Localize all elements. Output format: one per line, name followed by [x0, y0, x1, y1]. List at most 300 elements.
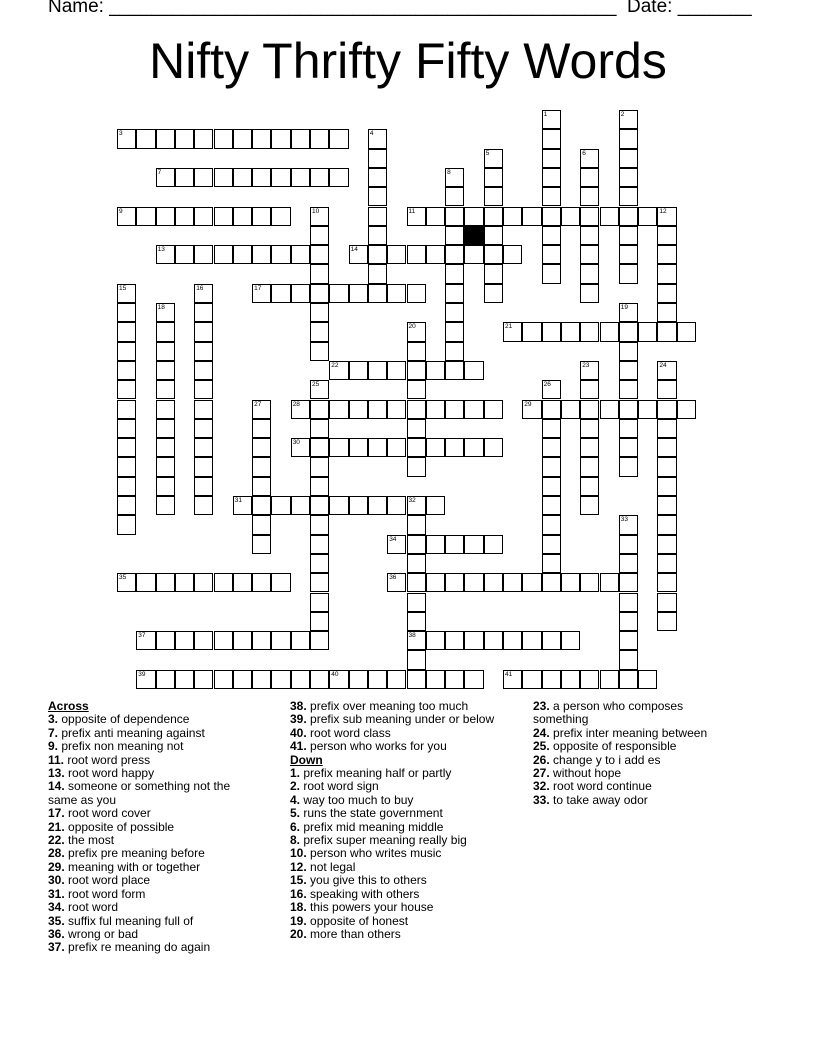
grid-cell[interactable] [407, 361, 426, 380]
grid-cell[interactable] [657, 226, 676, 245]
grid-cell[interactable] [619, 593, 638, 612]
grid-cell[interactable] [156, 129, 175, 148]
grid-cell[interactable] [600, 322, 619, 341]
grid-cell[interactable] [619, 129, 638, 148]
grid-cell[interactable] [619, 670, 638, 689]
grid-cell[interactable] [368, 168, 387, 187]
grid-cell[interactable] [194, 400, 213, 419]
grid-cell[interactable] [542, 380, 561, 399]
grid-cell[interactable] [407, 419, 426, 438]
grid-cell[interactable] [252, 129, 271, 148]
grid-cell[interactable] [445, 670, 464, 689]
grid-cell[interactable] [542, 573, 561, 592]
grid-cell[interactable] [542, 631, 561, 650]
grid-cell[interactable] [542, 110, 561, 129]
grid-cell[interactable] [464, 245, 483, 264]
grid-cell[interactable] [677, 322, 696, 341]
grid-cell[interactable] [619, 207, 638, 226]
grid-cell[interactable] [117, 303, 136, 322]
grid-cell[interactable] [407, 322, 426, 341]
grid-cell[interactable] [175, 631, 194, 650]
grid-cell[interactable] [619, 110, 638, 129]
grid-cell[interactable] [407, 380, 426, 399]
grid-cell[interactable] [542, 419, 561, 438]
grid-cell[interactable] [387, 284, 406, 303]
grid-cell[interactable] [310, 496, 329, 515]
grid-cell[interactable] [445, 361, 464, 380]
grid-cell[interactable] [175, 207, 194, 226]
grid-cell[interactable] [619, 264, 638, 283]
grid-cell[interactable] [156, 457, 175, 476]
grid-cell[interactable] [445, 284, 464, 303]
grid-cell[interactable] [117, 515, 136, 534]
grid-cell[interactable] [580, 264, 599, 283]
grid-cell[interactable] [233, 631, 252, 650]
grid-cell[interactable] [310, 303, 329, 322]
grid-cell[interactable] [580, 670, 599, 689]
grid-cell[interactable] [156, 207, 175, 226]
grid-cell[interactable] [387, 496, 406, 515]
grid-cell[interactable] [310, 380, 329, 399]
grid-cell[interactable] [657, 245, 676, 264]
grid-cell[interactable] [407, 515, 426, 534]
grid-cell[interactable] [426, 438, 445, 457]
grid-cell[interactable] [407, 535, 426, 554]
grid-cell[interactable] [291, 496, 310, 515]
grid-cell[interactable] [445, 303, 464, 322]
grid-cell[interactable] [136, 129, 155, 148]
grid-cell[interactable] [464, 438, 483, 457]
grid-cell[interactable] [252, 496, 271, 515]
grid-cell[interactable] [407, 342, 426, 361]
grid-cell[interactable] [387, 573, 406, 592]
grid-cell[interactable] [542, 245, 561, 264]
grid-cell[interactable] [542, 322, 561, 341]
grid-cell[interactable] [194, 670, 213, 689]
grid-cell[interactable] [310, 400, 329, 419]
grid-cell[interactable] [156, 168, 175, 187]
grid-cell[interactable] [619, 361, 638, 380]
grid-cell[interactable] [310, 226, 329, 245]
grid-cell[interactable] [522, 573, 541, 592]
grid-cell[interactable] [387, 361, 406, 380]
grid-cell[interactable] [252, 168, 271, 187]
grid-cell[interactable] [464, 631, 483, 650]
grid-cell[interactable] [271, 284, 290, 303]
grid-cell[interactable] [117, 361, 136, 380]
grid-cell[interactable] [542, 438, 561, 457]
grid-cell[interactable] [542, 554, 561, 573]
grid-cell[interactable] [503, 573, 522, 592]
grid-cell[interactable] [407, 207, 426, 226]
grid-cell[interactable] [310, 477, 329, 496]
grid-cell[interactable] [214, 207, 233, 226]
grid-cell[interactable] [580, 226, 599, 245]
grid-cell[interactable] [175, 245, 194, 264]
grid-cell[interactable] [657, 457, 676, 476]
grid-cell[interactable] [156, 438, 175, 457]
grid-cell[interactable] [542, 264, 561, 283]
grid-cell[interactable] [310, 670, 329, 689]
grid-cell[interactable] [600, 573, 619, 592]
grid-cell[interactable] [464, 400, 483, 419]
grid-cell[interactable] [542, 129, 561, 148]
grid-cell[interactable] [561, 207, 580, 226]
grid-cell[interactable] [368, 400, 387, 419]
grid-cell[interactable] [194, 419, 213, 438]
grid-cell[interactable] [156, 303, 175, 322]
grid-cell[interactable] [156, 400, 175, 419]
grid-cell[interactable] [310, 554, 329, 573]
grid-cell[interactable] [310, 612, 329, 631]
grid-cell[interactable] [561, 670, 580, 689]
grid-cell[interactable] [407, 554, 426, 573]
grid-cell[interactable] [638, 400, 657, 419]
grid-cell[interactable] [252, 573, 271, 592]
grid-cell[interactable] [484, 438, 503, 457]
grid-cell[interactable] [445, 168, 464, 187]
grid-cell[interactable] [464, 670, 483, 689]
grid-cell[interactable] [233, 168, 252, 187]
grid-cell[interactable] [619, 612, 638, 631]
grid-cell[interactable] [522, 631, 541, 650]
grid-cell[interactable] [233, 207, 252, 226]
grid-cell[interactable] [194, 342, 213, 361]
grid-cell[interactable] [657, 284, 676, 303]
grid-cell[interactable] [503, 670, 522, 689]
grid-cell[interactable] [426, 400, 445, 419]
grid-cell[interactable] [580, 207, 599, 226]
grid-cell[interactable] [136, 207, 155, 226]
grid-cell[interactable] [291, 438, 310, 457]
grid-cell[interactable] [484, 245, 503, 264]
grid-cell[interactable] [156, 380, 175, 399]
grid-cell[interactable] [194, 207, 213, 226]
grid-cell[interactable] [368, 187, 387, 206]
grid-cell[interactable] [619, 400, 638, 419]
grid-cell[interactable] [214, 573, 233, 592]
grid-cell[interactable] [368, 361, 387, 380]
grid-cell[interactable] [156, 631, 175, 650]
grid-cell[interactable] [445, 535, 464, 554]
grid-cell[interactable] [619, 650, 638, 669]
grid-cell[interactable] [329, 496, 348, 515]
grid-cell[interactable] [580, 573, 599, 592]
grid-cell[interactable] [619, 380, 638, 399]
grid-cell[interactable] [117, 438, 136, 457]
grid-cell[interactable] [136, 670, 155, 689]
grid-cell[interactable] [407, 631, 426, 650]
grid-cell[interactable] [657, 303, 676, 322]
grid-cell[interactable] [542, 670, 561, 689]
grid-cell[interactable] [156, 322, 175, 341]
grid-cell[interactable] [310, 515, 329, 534]
grid-cell[interactable] [310, 264, 329, 283]
grid-cell[interactable] [291, 670, 310, 689]
grid-cell[interactable] [349, 245, 368, 264]
grid-cell[interactable] [156, 670, 175, 689]
grid-cell[interactable] [657, 477, 676, 496]
grid-cell[interactable] [657, 535, 676, 554]
grid-cell[interactable] [426, 670, 445, 689]
grid-cell[interactable] [310, 573, 329, 592]
grid-cell[interactable] [600, 670, 619, 689]
grid-cell[interactable] [175, 670, 194, 689]
grid-cell[interactable] [445, 207, 464, 226]
grid-cell[interactable] [252, 515, 271, 534]
grid-cell[interactable] [484, 284, 503, 303]
grid-cell[interactable] [194, 129, 213, 148]
grid-cell[interactable] [214, 245, 233, 264]
grid-cell[interactable] [522, 670, 541, 689]
grid-cell[interactable] [117, 457, 136, 476]
grid-cell[interactable] [387, 245, 406, 264]
grid-cell[interactable] [156, 477, 175, 496]
grid-cell[interactable] [329, 168, 348, 187]
grid-cell[interactable] [407, 573, 426, 592]
grid-cell[interactable] [426, 361, 445, 380]
grid-cell[interactable] [619, 149, 638, 168]
grid-cell[interactable] [580, 322, 599, 341]
grid-cell[interactable] [619, 631, 638, 650]
grid-cell[interactable] [580, 438, 599, 457]
grid-cell[interactable] [349, 361, 368, 380]
grid-cell[interactable] [657, 593, 676, 612]
grid-cell[interactable] [657, 515, 676, 534]
grid-cell[interactable] [175, 573, 194, 592]
grid-cell[interactable] [310, 322, 329, 341]
grid-cell[interactable] [542, 207, 561, 226]
grid-cell[interactable] [233, 245, 252, 264]
grid-cell[interactable] [291, 284, 310, 303]
grid-cell[interactable] [291, 400, 310, 419]
grid-cell[interactable] [426, 207, 445, 226]
grid-cell[interactable] [329, 670, 348, 689]
grid-cell[interactable] [117, 207, 136, 226]
grid-cell[interactable] [580, 168, 599, 187]
grid-cell[interactable] [194, 284, 213, 303]
grid-cell[interactable] [349, 284, 368, 303]
grid-cell[interactable] [600, 400, 619, 419]
grid-cell[interactable] [619, 342, 638, 361]
grid-cell[interactable] [252, 477, 271, 496]
grid-cell[interactable] [580, 457, 599, 476]
grid-cell[interactable] [233, 670, 252, 689]
grid-cell[interactable] [117, 322, 136, 341]
grid-cell[interactable] [368, 670, 387, 689]
grid-cell[interactable] [368, 284, 387, 303]
grid-cell[interactable] [426, 573, 445, 592]
grid-cell[interactable] [156, 342, 175, 361]
grid-cell[interactable] [619, 322, 638, 341]
grid-cell[interactable] [117, 496, 136, 515]
grid-cell[interactable] [484, 207, 503, 226]
grid-cell[interactable] [194, 496, 213, 515]
grid-cell[interactable] [233, 129, 252, 148]
grid-cell[interactable] [271, 496, 290, 515]
grid-cell[interactable] [619, 573, 638, 592]
grid-cell[interactable] [117, 342, 136, 361]
grid-cell[interactable] [387, 535, 406, 554]
grid-cell[interactable] [291, 168, 310, 187]
grid-cell[interactable] [503, 322, 522, 341]
grid-cell[interactable] [310, 438, 329, 457]
grid-cell[interactable] [542, 515, 561, 534]
grid-cell[interactable] [407, 245, 426, 264]
grid-cell[interactable] [136, 631, 155, 650]
grid-cell[interactable] [619, 535, 638, 554]
grid-cell[interactable] [310, 593, 329, 612]
grid-cell[interactable] [310, 535, 329, 554]
grid-cell[interactable] [619, 303, 638, 322]
grid-cell[interactable] [252, 457, 271, 476]
grid-cell[interactable] [445, 342, 464, 361]
grid-cell[interactable] [426, 535, 445, 554]
grid-cell[interactable] [580, 284, 599, 303]
grid-cell[interactable] [445, 322, 464, 341]
grid-cell[interactable] [638, 322, 657, 341]
grid-cell[interactable] [291, 129, 310, 148]
grid-cell[interactable] [387, 400, 406, 419]
grid-cell[interactable] [580, 361, 599, 380]
grid-cell[interactable] [542, 168, 561, 187]
grid-cell[interactable] [271, 631, 290, 650]
grid-cell[interactable] [175, 129, 194, 148]
grid-cell[interactable] [117, 419, 136, 438]
grid-cell[interactable] [136, 573, 155, 592]
grid-cell[interactable] [310, 342, 329, 361]
grid-cell[interactable] [271, 245, 290, 264]
grid-cell[interactable] [580, 477, 599, 496]
grid-cell[interactable] [175, 168, 194, 187]
grid-cell[interactable] [503, 207, 522, 226]
grid-cell[interactable] [387, 670, 406, 689]
grid-cell[interactable] [619, 245, 638, 264]
grid-cell[interactable] [194, 303, 213, 322]
grid-cell[interactable] [484, 226, 503, 245]
grid-cell[interactable] [368, 496, 387, 515]
grid-cell[interactable] [580, 245, 599, 264]
grid-cell[interactable] [329, 284, 348, 303]
grid-cell[interactable] [310, 168, 329, 187]
grid-cell[interactable] [561, 631, 580, 650]
grid-cell[interactable] [194, 457, 213, 476]
grid-cell[interactable] [580, 496, 599, 515]
grid-cell[interactable] [600, 207, 619, 226]
grid-cell[interactable] [310, 631, 329, 650]
grid-cell[interactable] [194, 631, 213, 650]
grid-cell[interactable] [194, 380, 213, 399]
grid-cell[interactable] [252, 670, 271, 689]
grid-cell[interactable] [580, 380, 599, 399]
grid-cell[interactable] [252, 284, 271, 303]
grid-cell[interactable] [657, 496, 676, 515]
grid-cell[interactable] [464, 573, 483, 592]
grid-cell[interactable] [368, 129, 387, 148]
grid-cell[interactable] [657, 419, 676, 438]
grid-cell[interactable] [484, 264, 503, 283]
grid-cell[interactable] [638, 670, 657, 689]
grid-cell[interactable] [561, 322, 580, 341]
grid-cell[interactable] [522, 322, 541, 341]
grid-cell[interactable] [252, 245, 271, 264]
grid-cell[interactable] [233, 573, 252, 592]
grid-cell[interactable] [638, 207, 657, 226]
grid-cell[interactable] [657, 264, 676, 283]
grid-cell[interactable] [368, 264, 387, 283]
grid-cell[interactable] [156, 361, 175, 380]
grid-cell[interactable] [368, 245, 387, 264]
grid-cell[interactable] [484, 149, 503, 168]
grid-cell[interactable] [542, 535, 561, 554]
grid-cell[interactable] [657, 400, 676, 419]
grid-cell[interactable] [349, 438, 368, 457]
grid-cell[interactable] [503, 631, 522, 650]
grid-cell[interactable] [580, 419, 599, 438]
grid-cell[interactable] [271, 573, 290, 592]
grid-cell[interactable] [271, 670, 290, 689]
grid-cell[interactable] [214, 168, 233, 187]
grid-cell[interactable] [619, 457, 638, 476]
grid-cell[interactable] [407, 438, 426, 457]
grid-cell[interactable] [484, 400, 503, 419]
grid-cell[interactable] [310, 129, 329, 148]
grid-cell[interactable] [619, 438, 638, 457]
grid-cell[interactable] [214, 631, 233, 650]
grid-cell[interactable] [657, 573, 676, 592]
grid-cell[interactable] [561, 400, 580, 419]
grid-cell[interactable] [310, 207, 329, 226]
grid-cell[interactable] [117, 573, 136, 592]
grid-cell[interactable] [426, 496, 445, 515]
grid-cell[interactable] [252, 419, 271, 438]
grid-cell[interactable] [464, 207, 483, 226]
grid-cell[interactable] [464, 535, 483, 554]
grid-cell[interactable] [445, 631, 464, 650]
grid-cell[interactable] [580, 149, 599, 168]
grid-cell[interactable] [117, 284, 136, 303]
grid-cell[interactable] [542, 496, 561, 515]
grid-cell[interactable] [310, 457, 329, 476]
grid-cell[interactable] [407, 457, 426, 476]
grid-cell[interactable] [194, 438, 213, 457]
grid-cell[interactable] [445, 226, 464, 245]
grid-cell[interactable] [484, 168, 503, 187]
grid-cell[interactable] [657, 207, 676, 226]
grid-cell[interactable] [194, 322, 213, 341]
grid-cell[interactable] [310, 284, 329, 303]
grid-cell[interactable] [522, 207, 541, 226]
grid-cell[interactable] [619, 554, 638, 573]
grid-cell[interactable] [542, 149, 561, 168]
grid-cell[interactable] [542, 226, 561, 245]
grid-cell[interactable] [329, 400, 348, 419]
grid-cell[interactable] [484, 535, 503, 554]
grid-cell[interactable] [677, 400, 696, 419]
grid-cell[interactable] [407, 612, 426, 631]
grid-cell[interactable] [233, 496, 252, 515]
grid-cell[interactable] [561, 573, 580, 592]
grid-cell[interactable] [156, 245, 175, 264]
grid-cell[interactable] [484, 573, 503, 592]
grid-cell[interactable] [407, 593, 426, 612]
grid-cell[interactable] [619, 419, 638, 438]
grid-cell[interactable] [542, 477, 561, 496]
grid-cell[interactable] [252, 438, 271, 457]
grid-cell[interactable] [619, 515, 638, 534]
grid-cell[interactable] [407, 284, 426, 303]
grid-cell[interactable] [310, 419, 329, 438]
